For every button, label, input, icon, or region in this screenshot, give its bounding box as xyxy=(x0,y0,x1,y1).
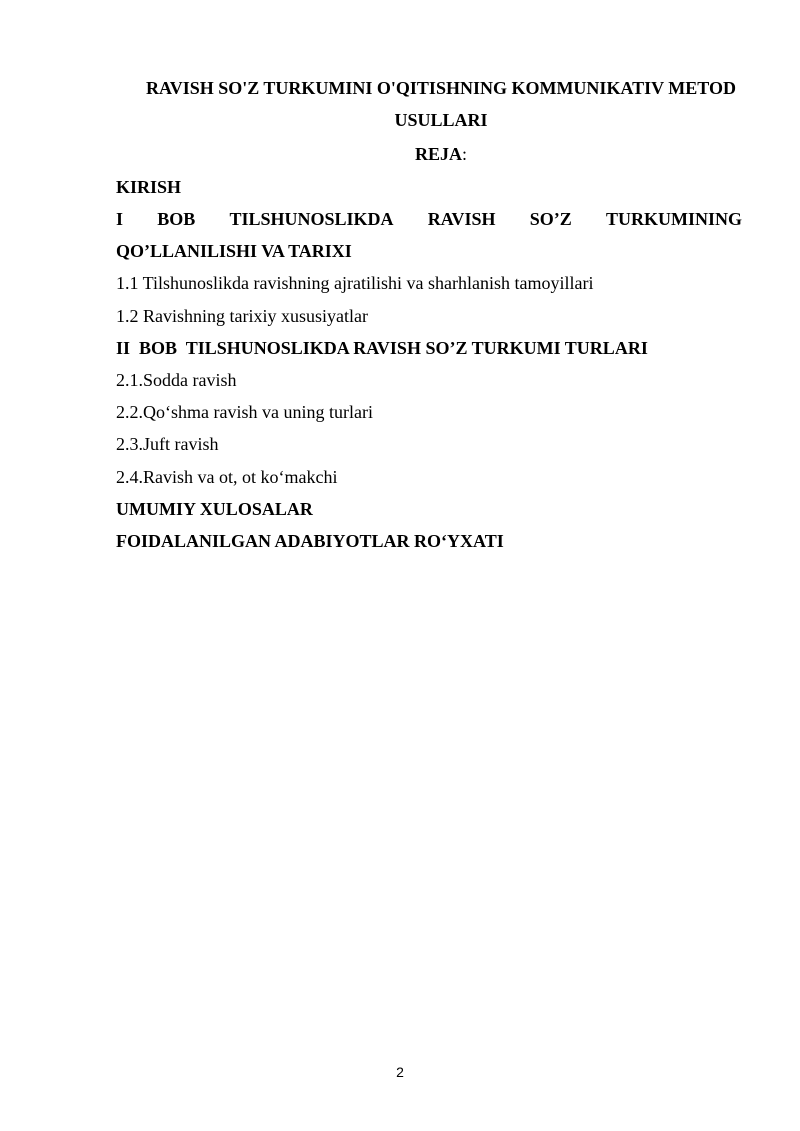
toc-bob2: II BOB TILSHUNOSLIKDA RAVISH SO’Z TURKUMI TURLARI xyxy=(116,338,648,358)
bob1-word: TURKUMINING xyxy=(605,209,742,229)
toc-adabiyotlar: FOIDALANILGAN ADABIYOTLAR RO‘YXATI xyxy=(116,531,504,551)
toc-bob1-line2: QO’LLANILISHI VA TARIXI xyxy=(116,241,352,261)
reja-colon: : xyxy=(462,144,468,164)
reja-label: REJA xyxy=(414,144,462,164)
reja-heading xyxy=(116,142,766,166)
bob1-word: BOB xyxy=(157,209,196,229)
page-number: 2 xyxy=(396,1064,404,1080)
toc-item-2-2: 2.2.Qo‘shma ravish va uning turlari xyxy=(116,402,373,422)
toc-item-1-2: 1.2 Ravishning tarixiy xususiyatlar xyxy=(116,306,368,326)
bob1-word: I xyxy=(116,209,124,229)
title-line-2: USULLARI xyxy=(394,110,488,130)
bob1-word: RAVISH xyxy=(427,209,496,229)
bob1-word: SO’Z xyxy=(529,209,572,229)
bob1-word: TILSHUNOSLIKDA xyxy=(229,209,394,229)
toc-item-1-1: 1.1 Tilshunoslikda ravishning ajratilishi va sharhlanish tamoyillari xyxy=(116,273,594,293)
toc-xulosalar: UMUMIY XULOSALAR xyxy=(116,499,313,519)
toc-item-2-3: 2.3.Juft ravish xyxy=(116,434,219,454)
toc-item-2-1: 2.1.Sodda ravish xyxy=(116,370,237,390)
title-line-1: RAVISH SO'Z TURKUMINI O'QITISHNING KOMMUNIKATIV METOD xyxy=(146,78,736,98)
toc-bob1-line1 xyxy=(116,207,742,231)
toc-item-2-4: 2.4.Ravish va ot, ot ko‘makchi xyxy=(116,467,338,487)
toc-kirish: KIRISH xyxy=(116,177,182,197)
